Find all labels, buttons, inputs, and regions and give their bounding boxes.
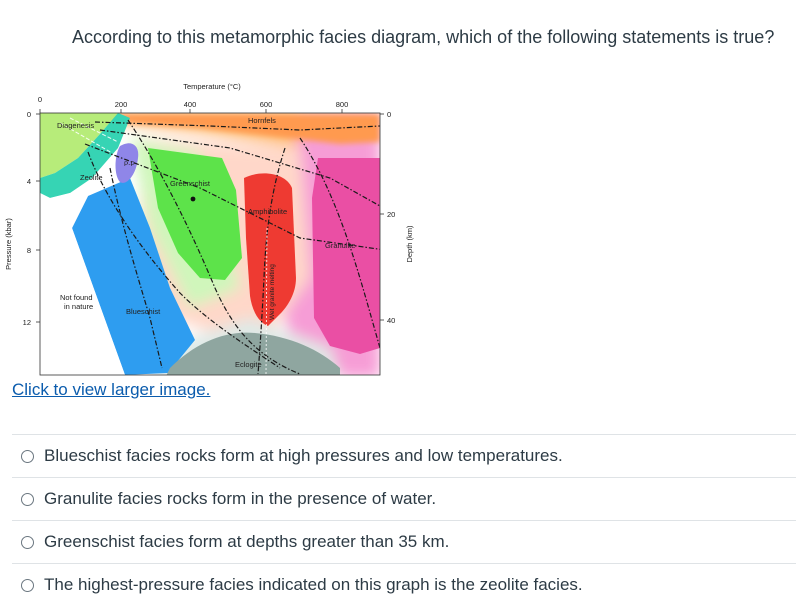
label-zeolite: Zeolite	[80, 173, 103, 182]
pressure-tick-8: 8	[26, 246, 31, 255]
radio-button[interactable]	[21, 579, 34, 592]
answer-list	[12, 434, 796, 606]
radio-button[interactable]	[21, 493, 34, 506]
view-larger-image-link[interactable]: Click to view larger image.	[12, 380, 211, 399]
answer-option-3[interactable]	[12, 520, 796, 563]
temperature-tick-0: 0	[37, 95, 43, 104]
temperature-tick-200: 200	[114, 100, 128, 109]
temperature-tick-800: 800	[335, 100, 349, 109]
label-not-found-line2: in nature	[64, 302, 94, 311]
answer-option-text: The highest-pressure facies indicated on this graph is the zeolite facies.	[44, 575, 583, 594]
answer-option-2[interactable]	[12, 477, 796, 520]
depth-tick-40: 40	[387, 316, 396, 325]
pressure-tick-0: 0	[26, 110, 31, 119]
answer-option-text: Blueschist facies rocks form at high pressures and low temperatures.	[44, 446, 563, 465]
depth-tick-20: 20	[387, 210, 396, 219]
temperature-axis-title: Temperature (°C)	[183, 82, 241, 91]
pressure-axis-title: Pressure (kbar)	[4, 218, 13, 270]
metamorphic-facies-diagram	[0, 78, 420, 378]
answer-option-4[interactable]	[12, 563, 796, 606]
answer-option-text: Greenschist facies form at depths greater than 35 km.	[44, 532, 450, 551]
label-greenschist: Greenschist	[170, 179, 211, 188]
radio-button[interactable]	[21, 536, 34, 549]
facies-diagram-svg	[0, 78, 420, 378]
pressure-tick-4: 4	[26, 177, 31, 186]
pressure-tick-12: 12	[22, 318, 31, 327]
depth-tick-0: 0	[387, 110, 392, 119]
temperature-tick-400: 400	[183, 100, 197, 109]
depth-axis-title: Depth (km)	[405, 225, 414, 263]
radio-button[interactable]	[21, 450, 34, 463]
label-not-found-line1: Not found	[60, 293, 93, 302]
label-diagenesis: Diagenesis	[57, 121, 95, 130]
greenschist-point-marker	[191, 197, 196, 202]
label-wet-granite-melting: Wet granite melting	[269, 264, 276, 320]
answer-option-text: Granulite facies rocks form in the presence of water.	[44, 489, 437, 508]
temperature-tick-600: 600	[259, 100, 273, 109]
label-granulite: Granulite	[325, 241, 356, 250]
label-hornfels: Hornfels	[248, 116, 276, 125]
label-amphibolite: Amphibolite	[248, 207, 288, 216]
label-blueschist: Blueschist	[126, 307, 161, 316]
label-pp: P-P	[124, 161, 135, 168]
label-eclogite: Eclogite	[235, 360, 262, 369]
question-text: According to this metamorphic facies diagram, which of the following statements is true?	[72, 27, 775, 47]
answer-option-1[interactable]	[12, 434, 796, 477]
